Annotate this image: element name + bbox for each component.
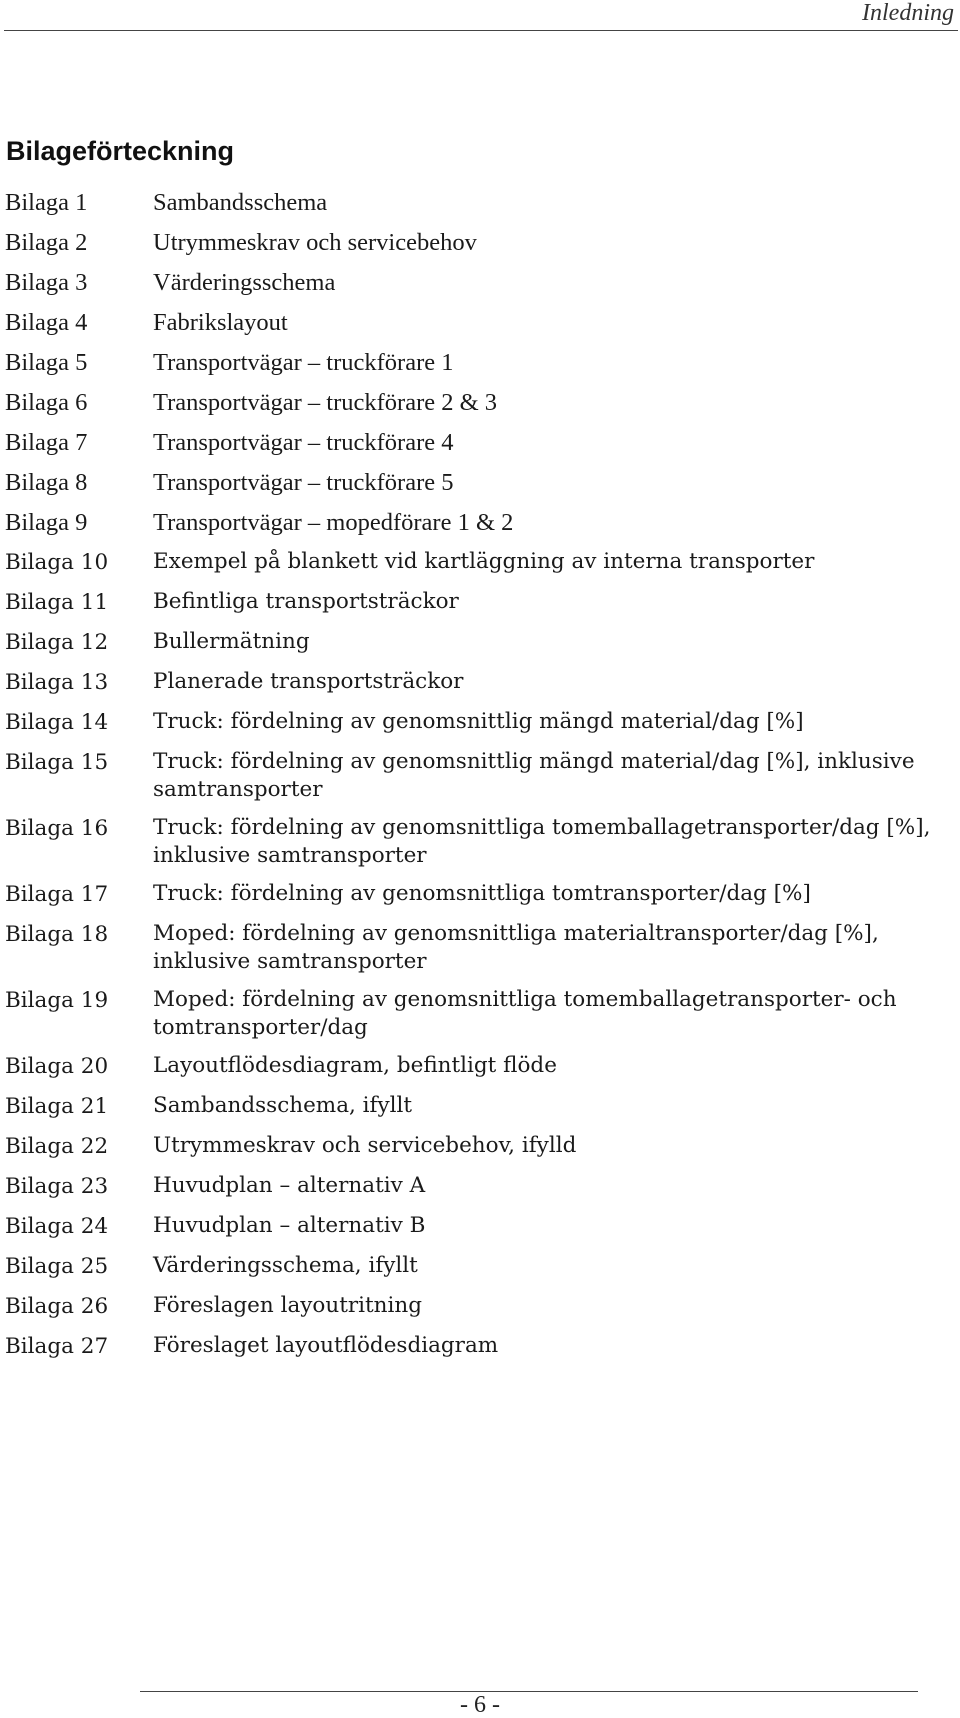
appendix-title: Transportvägar – mopedförare 1 & 2 [153, 509, 514, 536]
appendix-label: Bilaga 27 [5, 1334, 109, 1359]
appendix-title: Huvudplan – alternativ A [153, 1173, 426, 1198]
appendix-row [5, 1252, 950, 1282]
appendix-title: Sambandsschema [153, 189, 328, 216]
appendix-label: Bilaga 19 [5, 988, 109, 1013]
appendix-label: Bilaga 4 [5, 309, 88, 336]
appendix-label: Bilaga 5 [5, 349, 88, 376]
appendix-label: Bilaga 16 [5, 816, 109, 841]
appendix-title: Utrymmeskrav och servicebehov, ifylld [153, 1133, 577, 1158]
appendix-label: Bilaga 7 [5, 429, 88, 456]
appendix-row [5, 468, 950, 498]
appendix-row [5, 548, 950, 578]
appendix-row [5, 1292, 950, 1322]
appendix-row [5, 508, 950, 538]
appendix-row [5, 1092, 950, 1122]
appendix-row [5, 1212, 950, 1242]
appendix-title: Föreslagen layoutritning [153, 1293, 422, 1318]
appendix-title: Truck: fördelning av genomsnittliga tomemballagetransporter/dag [%], inklusive samtransporter [153, 815, 931, 868]
appendix-row [5, 1332, 950, 1362]
appendix-title: Bullermätning [153, 629, 310, 654]
appendix-label: Bilaga 18 [5, 922, 109, 947]
appendix-row [5, 428, 950, 458]
appendix-label: Bilaga 21 [5, 1094, 109, 1119]
header-rule [4, 30, 958, 31]
appendix-label: Bilaga 3 [5, 269, 88, 296]
appendix-title: Moped: fördelning av genomsnittliga materialtransporter/dag [%], inklusive samtransporter [153, 921, 879, 974]
appendix-row [5, 814, 950, 870]
appendix-label: Bilaga 12 [5, 630, 109, 655]
appendix-title: Moped: fördelning av genomsnittliga tomemballagetransporter- och tomtransporter/dag [153, 987, 897, 1040]
appendix-label: Bilaga 13 [5, 670, 109, 695]
appendix-row [5, 628, 950, 658]
appendix-title: Huvudplan – alternativ B [153, 1213, 426, 1238]
appendix-list [5, 188, 950, 1372]
appendix-title: Fabrikslayout [153, 309, 288, 336]
appendix-row [5, 228, 950, 258]
appendix-label: Bilaga 14 [5, 710, 109, 735]
appendix-title: Utrymmeskrav och servicebehov [153, 229, 477, 256]
appendix-row [5, 388, 950, 418]
section-title: Bilageförteckning [6, 136, 235, 166]
appendix-row [5, 1132, 950, 1162]
appendix-title: Värderingsschema, ifyllt [153, 1253, 418, 1278]
appendix-row [5, 268, 950, 298]
appendix-title: Föreslaget layoutflödesdiagram [153, 1333, 499, 1358]
appendix-label: Bilaga 23 [5, 1174, 109, 1199]
appendix-row [5, 708, 950, 738]
appendix-row [5, 748, 950, 804]
appendix-label: Bilaga 9 [5, 509, 88, 536]
appendix-label: Bilaga 22 [5, 1134, 109, 1159]
appendix-label: Bilaga 2 [5, 229, 88, 256]
appendix-label: Bilaga 11 [5, 590, 109, 615]
appendix-title: Truck: fördelning av genomsnittliga tomtransporter/dag [%] [153, 881, 811, 906]
appendix-title: Transportvägar – truckförare 4 [153, 429, 454, 456]
appendix-label: Bilaga 17 [5, 882, 109, 907]
appendix-title: Truck: fördelning av genomsnittlig mängd material/dag [%] [153, 709, 804, 734]
appendix-title: Transportvägar – truckförare 1 [153, 349, 454, 376]
appendix-title: Layoutflödesdiagram, befintligt flöde [153, 1053, 557, 1078]
appendix-label: Bilaga 25 [5, 1254, 109, 1279]
appendix-row [5, 668, 950, 698]
appendix-title: Exempel på blankett vid kartläggning av interna transporter [153, 549, 815, 574]
appendix-row [5, 348, 950, 378]
appendix-title: Planerade transportsträckor [153, 669, 464, 694]
appendix-row [5, 1052, 950, 1082]
appendix-title: Truck: fördelning av genomsnittlig mängd material/dag [%], inklusive samtransporter [153, 749, 915, 802]
appendix-label: Bilaga 1 [5, 189, 88, 216]
appendix-label: Bilaga 6 [5, 389, 88, 416]
appendix-row [5, 1172, 950, 1202]
appendix-label: Bilaga 24 [5, 1214, 109, 1239]
appendix-label: Bilaga 26 [5, 1294, 109, 1319]
appendix-label: Bilaga 10 [5, 550, 109, 575]
appendix-row [5, 588, 950, 618]
appendix-title: Värderingsschema [153, 269, 336, 296]
appendix-row [5, 308, 950, 338]
appendix-title: Transportvägar – truckförare 2 & 3 [153, 389, 498, 416]
appendix-label: Bilaga 20 [5, 1054, 109, 1079]
appendix-title: Transportvägar – truckförare 5 [153, 469, 454, 496]
appendix-title: Befintliga transportsträckor [153, 589, 459, 614]
appendix-row [5, 880, 950, 910]
appendix-row [5, 188, 950, 218]
appendix-row [5, 986, 950, 1042]
appendix-label: Bilaga 8 [5, 469, 88, 496]
running-header: Inledning [862, 0, 954, 26]
page-number: - 6 - [460, 1692, 500, 1718]
appendix-title: Sambandsschema, ifyllt [153, 1093, 413, 1118]
appendix-row [5, 920, 950, 976]
appendix-label: Bilaga 15 [5, 750, 109, 775]
